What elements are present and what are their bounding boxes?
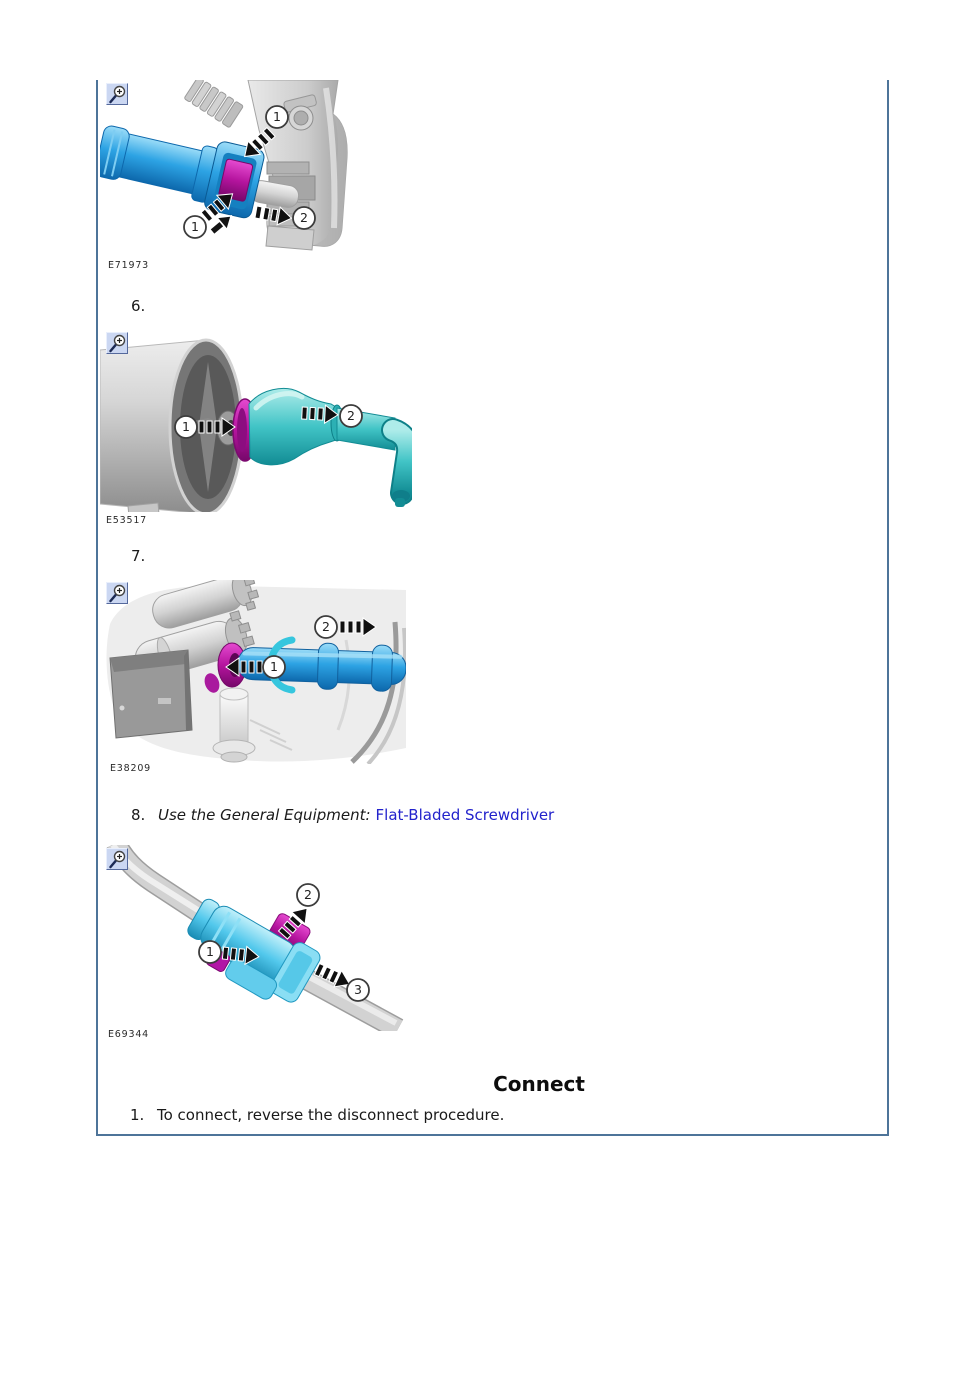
zoom-image-button[interactable] [106,332,128,354]
svg-text:2: 2 [322,619,330,634]
equipment-link[interactable]: Flat-Bladed Screwdriver [375,806,555,824]
teal-hose [249,388,410,507]
figure-e53517 [100,330,412,530]
step-6-item [131,297,158,316]
callout-1 [266,106,288,128]
illustration-e38209[interactable] [100,580,406,764]
svg-text:2: 2 [347,408,355,423]
svg-text:1: 1 [270,659,278,674]
zoom-image-button[interactable] [106,582,128,604]
step-number: 6. [131,297,146,315]
callout-2 [340,405,362,427]
connect-heading: Connect [493,1072,585,1096]
step-number: 7. [131,547,146,565]
callout-2 [293,207,315,229]
illustration-e71973[interactable] [100,80,406,256]
magnifier-plus-icon [107,583,127,603]
figure-label: E53517 [106,515,148,526]
ribbed-hose [184,80,243,128]
figure-label: E69344 [108,1029,150,1040]
callout-2 [315,616,337,638]
figure-e38209 [100,580,406,780]
svg-text:2: 2 [300,210,308,225]
step-number: 8. [131,806,146,824]
figure-e71973 [100,80,406,276]
step-text: To connect, reverse the disconnect procedure. [157,1106,505,1124]
step-number: 1. [130,1106,145,1124]
connect-step-item [130,1106,504,1125]
blue-connector-tube [100,115,266,220]
callout-1b [184,216,206,238]
svg-text:1: 1 [206,944,214,959]
svg-text:2: 2 [304,887,312,902]
magnifier-plus-icon [107,84,127,104]
figure-label: E71973 [108,260,150,271]
callout-1 [175,416,197,438]
step-8-item [131,806,554,825]
fuel-filter-drum [100,340,242,512]
figure-label: E38209 [110,763,152,774]
general-equipment-text: Use the General Equipment: [158,806,371,824]
svg-text:1: 1 [273,109,281,124]
step-7-item [131,547,158,566]
callout-2 [297,884,319,906]
svg-text:3: 3 [354,982,362,997]
callout-1 [263,656,285,678]
svg-text:1: 1 [191,219,199,234]
svg-text:1: 1 [182,419,190,434]
mounting-box [110,650,192,738]
callout-3 [347,979,369,1001]
zoom-image-button[interactable] [106,848,128,870]
magnifier-plus-icon [107,333,127,353]
callout-1 [199,941,221,963]
illustration-e69344[interactable] [100,845,406,1031]
magnifier-plus-icon [107,849,127,869]
figure-e69344 [100,845,406,1045]
illustration-e53517[interactable] [100,330,412,512]
zoom-image-button[interactable] [106,83,128,105]
